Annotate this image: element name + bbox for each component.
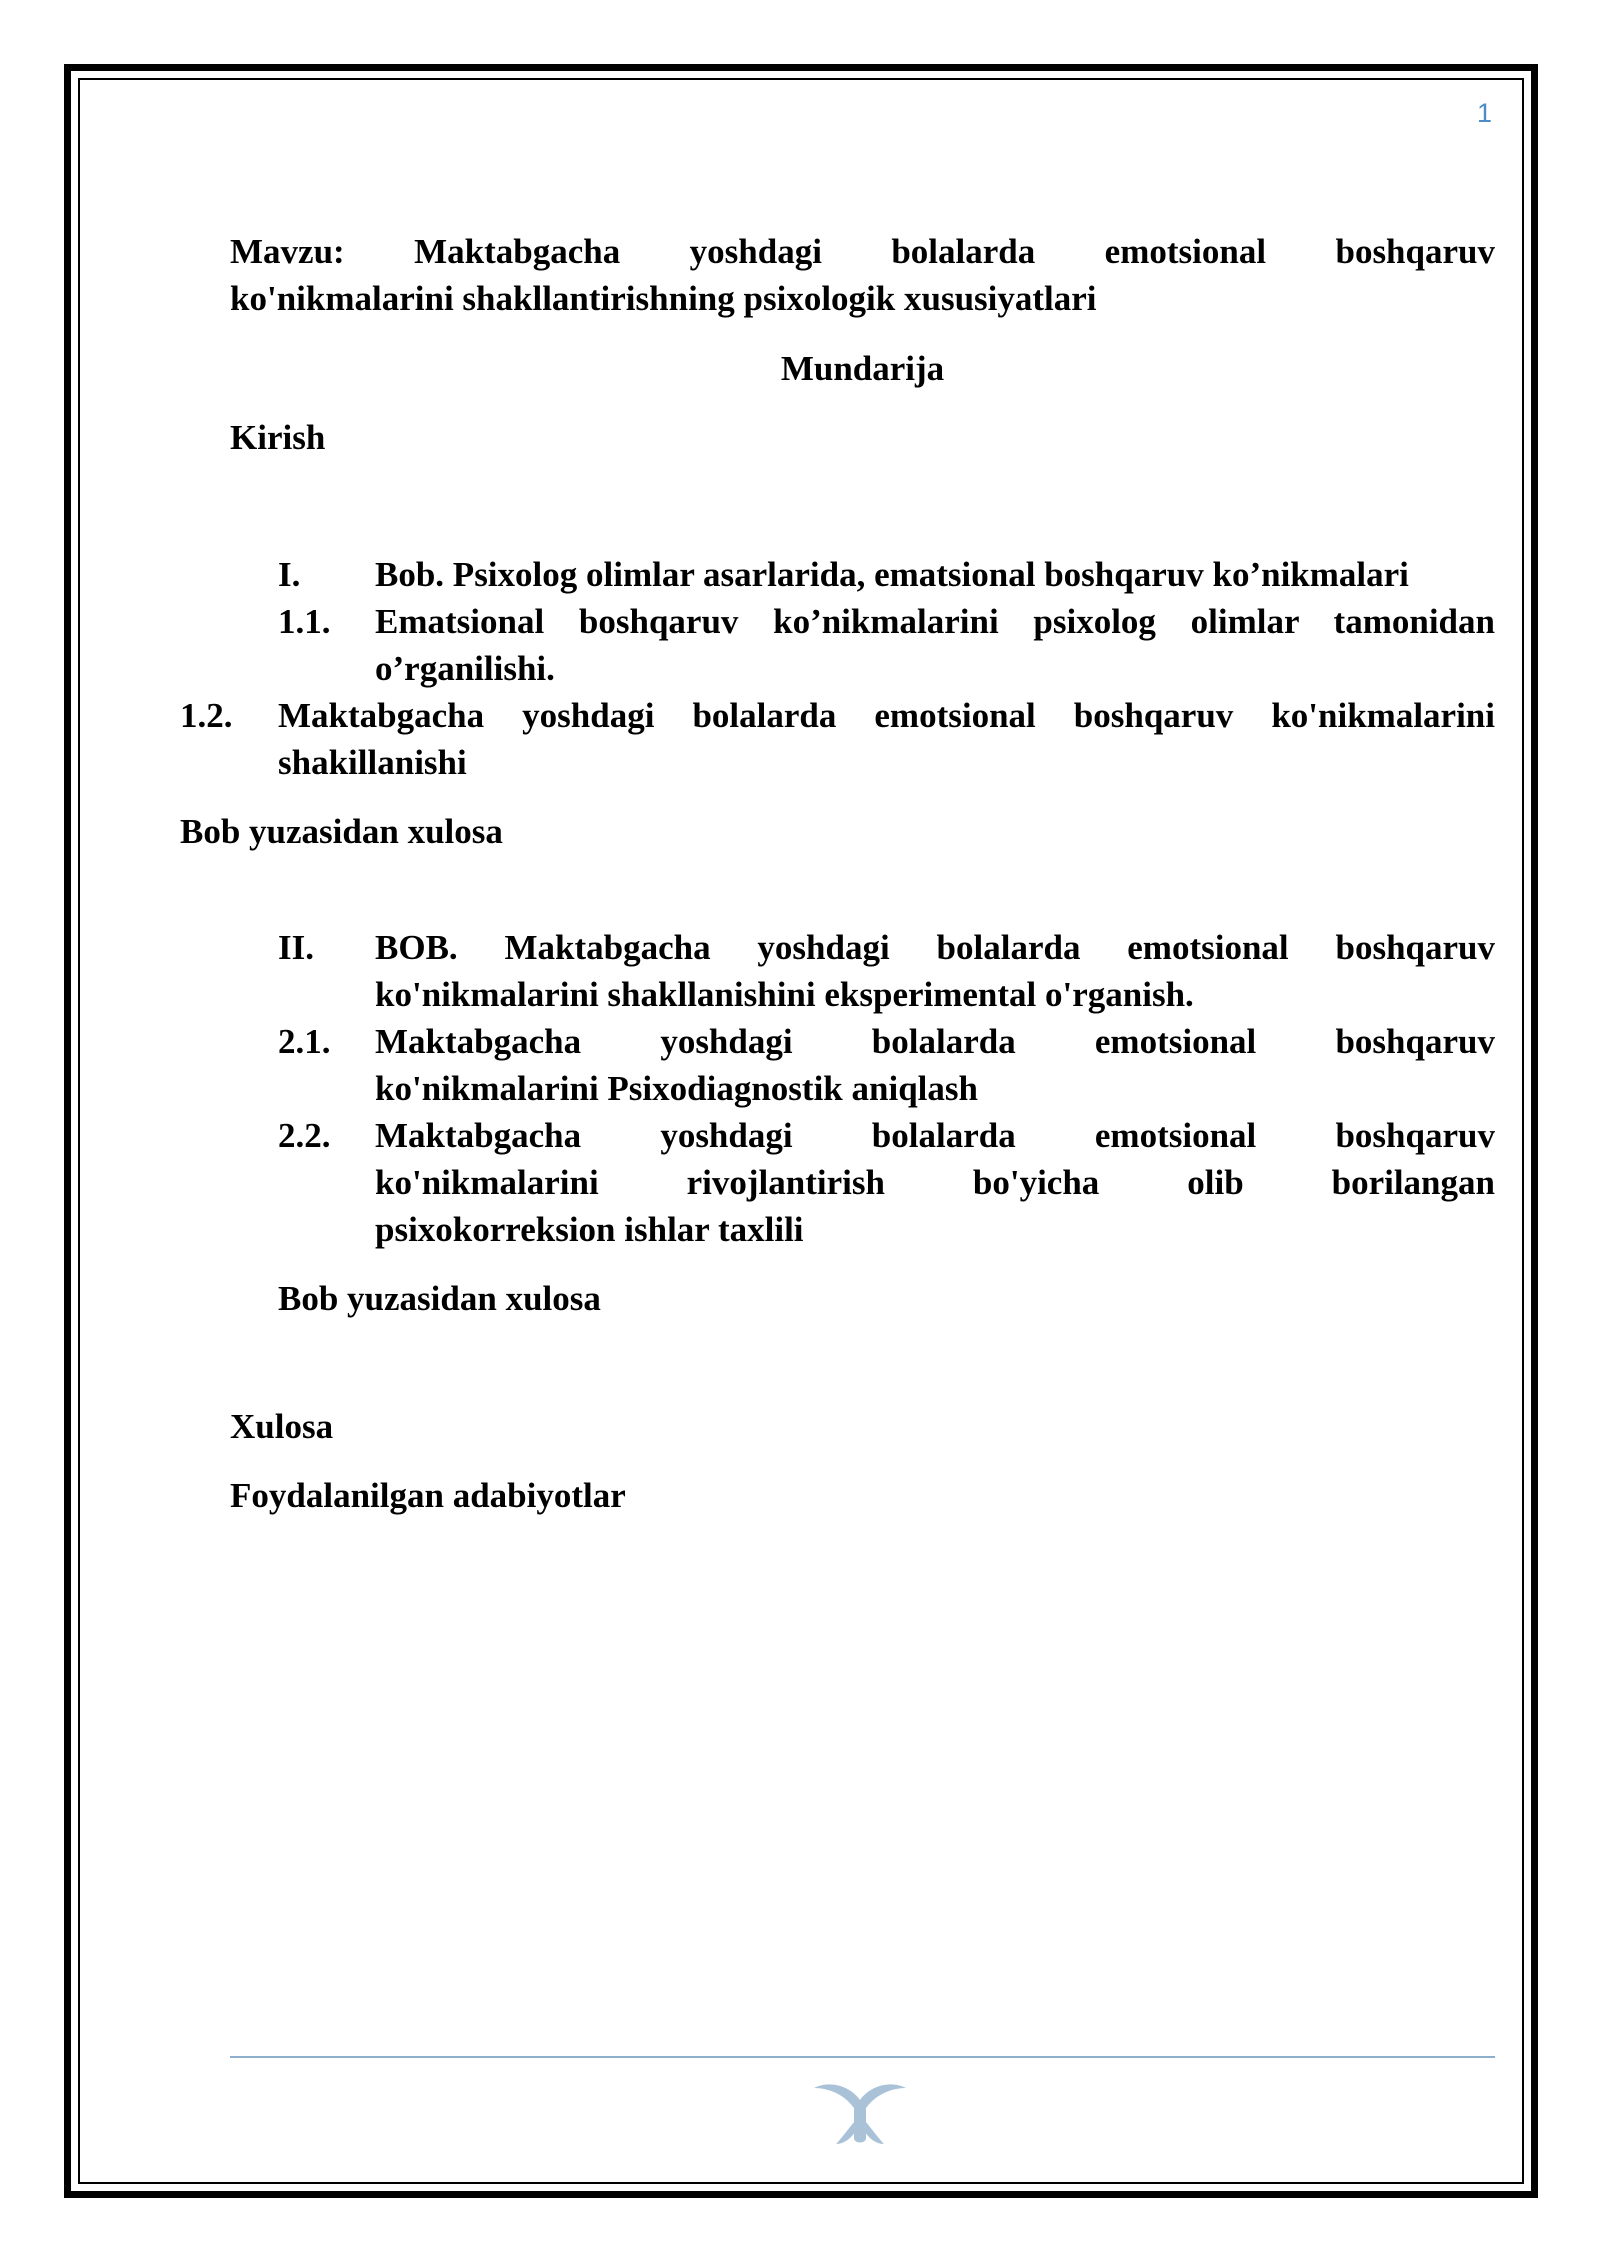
title-line-2: ko'nikmalarini shakllantirishning psixologik xususiyatlari <box>230 279 1097 318</box>
footer-rule <box>230 2056 1495 2058</box>
toc-ch1-title: Bob. Psixolog olimlar asarlarida, ematsional boshqaruv ko’nikmalari <box>375 555 1409 594</box>
toc-s22-line-3: psixokorreksion ishlar taxlili <box>375 1210 804 1249</box>
toc-s12-line-1: Maktabgacha yoshdagi bolalarda emotsional boshqaruv ko'nikmalarini <box>278 696 1495 735</box>
toc-ch2-line-2: ko'nikmalarini shakllanishini eksperimental o'rganish. <box>375 975 1194 1014</box>
toc-s22-number: 2.2. <box>278 1116 331 1155</box>
toc-s21-line-2: ko'nikmalarini Psixodiagnostik aniqlash <box>375 1069 978 1108</box>
toc-s11-line-2: o’rganilishi. <box>375 649 555 688</box>
toc-ch2-conclusion: Bob yuzasidan xulosa <box>278 1279 601 1318</box>
toc-conclusion: Xulosa <box>230 1407 334 1446</box>
toc-s12-line-2: shakillanishi <box>278 743 467 782</box>
toc-s12-number: 1.2. <box>180 696 233 735</box>
toc-s22-line-2: ko'nikmalarini rivojlantirish bo'yicha olib borilangan <box>375 1163 1495 1202</box>
fleuron-icon <box>810 2078 910 2148</box>
toc-s21-line-1: Maktabgacha yoshdagi bolalarda emotsional boshqaruv <box>375 1022 1495 1061</box>
toc-s22-line-1: Maktabgacha yoshdagi bolalarda emotsional boshqaruv <box>375 1116 1495 1155</box>
toc-s21-number: 2.1. <box>278 1022 331 1061</box>
toc-references: Foydalanilgan adabiyotlar <box>230 1476 626 1515</box>
toc-ch2-number: II. <box>278 928 314 967</box>
toc-ch2-line-1: BOB. Maktabgacha yoshdagi bolalarda emotsional boshqaruv <box>375 928 1495 967</box>
page-number: 1 <box>1476 98 1492 128</box>
toc-ch1-number: I. <box>278 555 301 594</box>
toc-s11-line-1: Ematsional boshqaruv ko’nikmalarini psixolog olimlar tamonidan <box>375 602 1495 641</box>
toc-s11-number: 1.1. <box>278 602 331 641</box>
title-line-1: Mavzu: Maktabgacha yoshdagi bolalarda emotsional boshqaruv <box>230 232 1495 271</box>
toc-intro: Kirish <box>230 418 326 457</box>
contents-heading: Mundarija <box>780 349 945 388</box>
toc-ch1-conclusion: Bob yuzasidan xulosa <box>180 812 503 851</box>
